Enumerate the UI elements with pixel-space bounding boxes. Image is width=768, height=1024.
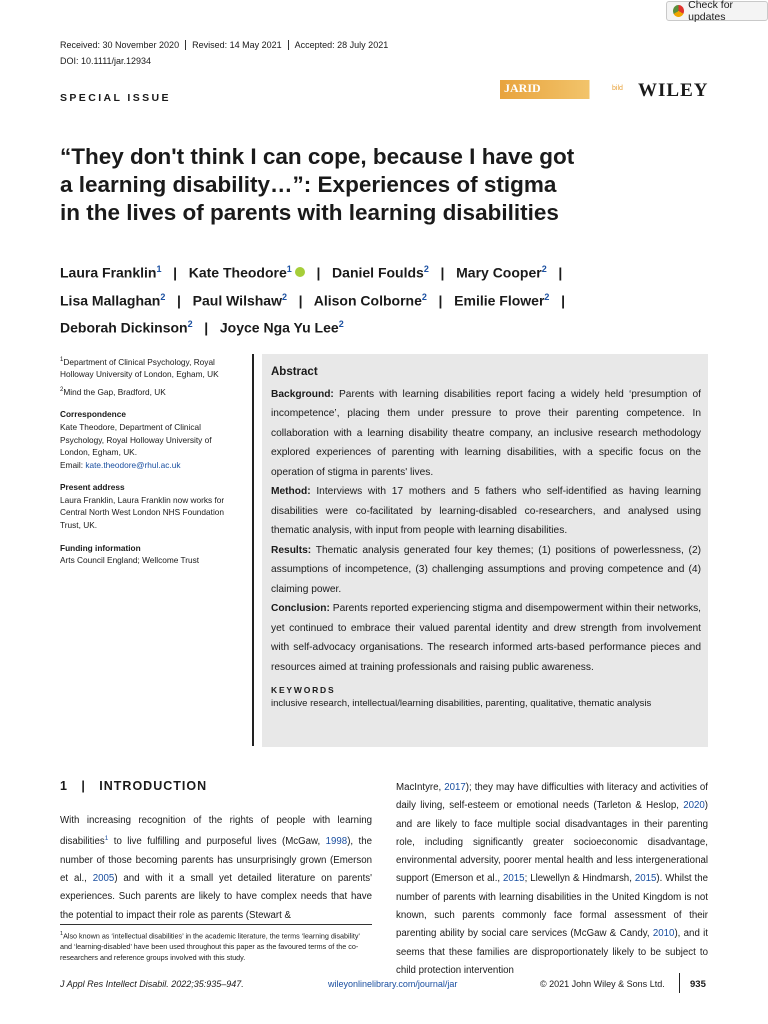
journal-url-link[interactable]: wileyonlinelibrary.com/journal/jar bbox=[328, 979, 458, 989]
abstract-conclusion: Conclusion: Parents reported experiencing stigma and disempowerment within their networks, yet continued to embrace their valued parental identity and drew strength from involvement with self-advocacy organisations. The research informed arts-based performance pieces and resources aimed at training professionals and raising public awareness. bbox=[271, 603, 701, 673]
author-name[interactable]: Kate Theodore bbox=[188, 264, 287, 281]
orcid-icon[interactable] bbox=[295, 267, 305, 277]
article-dates bbox=[60, 40, 394, 50]
footnote-rule bbox=[60, 924, 372, 925]
correspondence-email-row: Email: kate.theodore@rhul.ac.uk bbox=[60, 459, 181, 470]
author-name[interactable]: Lisa Mallaghan bbox=[60, 292, 161, 309]
citation-link[interactable]: 2015 bbox=[634, 873, 657, 885]
author-affiliation-sup: 2 bbox=[423, 264, 429, 274]
author-name[interactable]: Joyce Nga Yu Lee bbox=[219, 319, 339, 336]
page-number: 935 bbox=[690, 979, 706, 990]
author-affiliation-sup: 2 bbox=[541, 264, 547, 274]
citation-link[interactable]: 2005 bbox=[92, 873, 115, 885]
crossmark-icon bbox=[673, 5, 684, 17]
author-affiliation-sup: 2 bbox=[544, 291, 550, 302]
affiliation-2: $^2$Mind the Gap, Bradford, UK bbox=[60, 386, 166, 397]
author-affiliation-sup: 1 bbox=[286, 264, 292, 274]
author-affiliation-sup: 2 bbox=[187, 319, 193, 330]
check-for-updates-button[interactable] bbox=[666, 1, 768, 21]
accepted-date: Accepted: 28 July 2021 bbox=[288, 40, 395, 50]
present-address-text: Laura Franklin, Laura Franklin now works for Central North West London NHS Foundation Trust, UK. bbox=[60, 494, 225, 531]
citation-link[interactable]: 2017 bbox=[444, 782, 466, 793]
author-name[interactable]: Alison Colborne bbox=[313, 292, 422, 309]
funding-heading: Funding information bbox=[60, 542, 141, 553]
affiliation-1: $^1$Department of Clinical Psychology, Royal Holloway University of London, Egham, UK bbox=[60, 356, 219, 380]
citation-link[interactable]: 2010 bbox=[652, 928, 675, 940]
received-date: Received: 30 November 2020 bbox=[60, 40, 180, 50]
author-affiliation-sup: 2 bbox=[421, 291, 427, 302]
journal-citation: J Appl Res Intellect Disabil. 2022;35:935–947. bbox=[60, 979, 244, 989]
journal-logo-text: JARID bbox=[504, 81, 541, 95]
copyright: © 2021 John Wiley & Sons Ltd. bbox=[540, 979, 665, 989]
article-info-column bbox=[60, 354, 240, 567]
intro-column-1: With increasing recognition of the rights of people with learning disabilities$^1$ to live fulfilling and purposeful lives (McGaw, 1998), the number of those becoming parents has unsurprisingly grown (Emerson et al., 2005) and with it a small yet detailed literature on parents' experiences. Such parents are likely to have complex needs that have the potential to impact their role as parents (Stewart & bbox=[60, 815, 373, 921]
abstract-heading: Abstract bbox=[271, 366, 318, 378]
author-line-3: Deborah Dickinson$^2$ | Joyce Nga Yu Lee$^2$ bbox=[60, 319, 344, 336]
author-affiliation-sup: 2 bbox=[281, 291, 287, 302]
author-affiliation-sup: 2 bbox=[338, 319, 344, 330]
publisher-logo: WILEY bbox=[638, 80, 709, 101]
column-divider bbox=[252, 354, 254, 746]
author-line-1: Laura Franklin$^1$ | Kate Theodore$^1$ | Daniel Foulds$^2$ | Mary Cooper$^2$ | bbox=[60, 264, 563, 281]
author-affiliation-sup: 1 bbox=[156, 264, 162, 274]
check-for-updates-label: Check for updates bbox=[688, 0, 734, 23]
author-name[interactable]: Emilie Flower bbox=[454, 292, 545, 309]
section-heading: 1 | INTRODUCTION bbox=[60, 779, 208, 793]
journal-logo-suffix: bild bbox=[612, 85, 623, 92]
citation-link[interactable]: 2020 bbox=[683, 800, 705, 812]
footnote: $^1$Also known as ‘intellectual disabilities’ in the academic literature, the terms ‘learning disability’ and ‘learning-disabled’ have been used throughout this paper as the favoured terms of the co-researchers and reference groups involved with this study. bbox=[60, 931, 360, 963]
author-line-2: Lisa Mallaghan$^2$ | Paul Wilshaw$^2$ | Alison Colborne$^2$ | Emilie Flower$^2$ | bbox=[60, 291, 566, 309]
abstract-box bbox=[262, 354, 708, 747]
author-affiliation-sup: 2 bbox=[160, 291, 166, 302]
abstract-background: Background: Parents with learning disabilities report facing a widely held ‘presumption of incompetence’, placing them under pressure to prove their parenting competence. In collaboration with a learning disability theatre company, an inclusive research methodology explored experiences of parenting with learning disabilities, with a specific focus on the operation of stigma in parents' lives. bbox=[271, 388, 701, 478]
citation-link[interactable]: 2015 bbox=[503, 873, 525, 885]
author-list bbox=[60, 257, 680, 340]
author-name[interactable]: Mary Cooper bbox=[456, 264, 542, 281]
revised-date: Revised: 14 May 2021 bbox=[185, 40, 288, 50]
keywords: inclusive research, intellectual/learning disabilities, parenting, qualitative, thematic analysis bbox=[271, 698, 652, 709]
doi: DOI: 10.1111/jar.12934 bbox=[60, 56, 152, 66]
keywords-heading: KEYWORDS bbox=[271, 685, 336, 695]
present-address-heading: Present address bbox=[60, 482, 125, 493]
special-issue-label: SPECIAL ISSUE bbox=[60, 92, 171, 104]
citation-link[interactable]: 1998 bbox=[325, 836, 348, 848]
abstract-method: Method: Interviews with 17 mothers and 5 fathers who self-identified as having learning disabilities were co-facilitated by learning-disabled co-researchers, and analysed using thematic analysis, with input from people with learning disabilities. bbox=[271, 486, 701, 536]
correspondence-heading: Correspondence bbox=[60, 409, 126, 420]
correspondence-text: Kate Theodore, Department of Clinical Psychology, Royal Holloway University of London, Egham, UK. bbox=[60, 421, 212, 458]
article-title: “They don't think I can cope, because I have got a learning disability…”: Experiences of stigma in the lives of parents with learning disabilities bbox=[60, 144, 575, 225]
funding-text: Arts Council England; Wellcome Trust bbox=[60, 555, 200, 566]
author-name[interactable]: Daniel Foulds bbox=[332, 264, 424, 281]
intro-column-2: MacIntyre, 2017); they may have difficulties with literacy and activities of daily living, self-esteem or emotional needs (Tarleton & Heslop, 2020) and are likely to face multiple social disadvantages in their parenting role, including significantly greater socioeconomic disadvantage, environmental adversity, poorer mental health and less intergenerational support (Emerson et al., 2015; Llewellyn & Hindmarsh, 2015). Whilst the number of parents with learning disabilities in the United Kingdom is not known, such parents commonly face formal assessment of their parenting ability by social care services (McGaw & Candy, 2010), and it seems that these families are disproportionately likely to be subject to child protection intervention bbox=[396, 782, 709, 976]
author-name[interactable]: Paul Wilshaw bbox=[192, 292, 282, 309]
abstract-results: Results: Thematic analysis generated four key themes; (1) positions of powerlessness, (2) assumptions of incompetence, (3) challenging assumptions and proving competence and (4) claiming power. bbox=[271, 544, 701, 595]
author-name[interactable]: Laura Franklin bbox=[60, 264, 157, 281]
email-link[interactable]: kate.theodore@rhul.ac.uk bbox=[85, 459, 181, 470]
footer-divider bbox=[679, 973, 680, 993]
author-name[interactable]: Deborah Dickinson bbox=[60, 319, 188, 336]
